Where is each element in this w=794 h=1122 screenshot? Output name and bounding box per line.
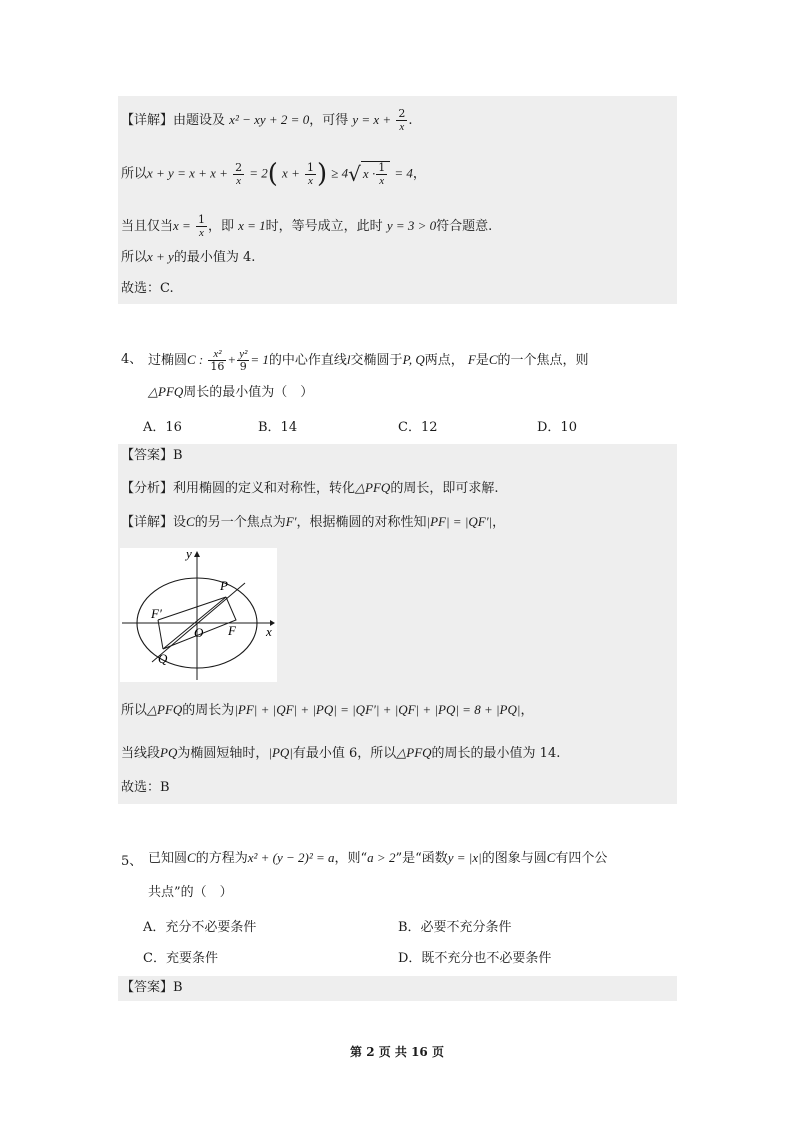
- option-d: D．10: [537, 420, 577, 435]
- perimeter-line: [121, 702, 533, 719]
- denominator: x: [399, 121, 405, 133]
- answer-5: 【答案】B: [121, 980, 183, 995]
- detail-line-3: [121, 214, 492, 239]
- option-5b: B．必要不充分条件: [398, 920, 512, 935]
- text: 的最小值为 4.: [173, 250, 256, 265]
- text: ，: [412, 166, 426, 182]
- detail-tag: 【详解】: [121, 515, 174, 530]
- option-5a: A．充分不必要条件: [143, 920, 257, 935]
- equation: y = x +: [352, 112, 392, 127]
- text: 周长的最小值为（ ）: [183, 385, 314, 400]
- choose-line-3: [121, 281, 174, 297]
- label-y: y: [186, 548, 192, 561]
- question-4-stem-2: [148, 384, 313, 401]
- denominator: x: [379, 175, 385, 187]
- option-a: A．16: [143, 420, 182, 435]
- text: 设: [173, 515, 187, 530]
- equation: l: [346, 352, 351, 367]
- text: 所以: [121, 703, 148, 718]
- equation: ≥ 4: [331, 165, 349, 181]
- numerator: 2: [235, 160, 243, 174]
- y-axis-arrow: [194, 551, 200, 557]
- sqrt-body: [361, 161, 390, 187]
- minimum-line: [121, 745, 560, 762]
- denominator: x: [199, 227, 204, 239]
- answer-4: 【答案】B: [121, 448, 183, 463]
- label-o: O: [194, 625, 204, 640]
- text: ，即: [207, 219, 234, 234]
- equation: y = 3 > 0: [386, 218, 437, 233]
- text: 由题设及: [173, 113, 226, 128]
- option-5c: C．充要条件: [143, 951, 218, 966]
- equation: |PF| + |QF| + |PQ| = |QF′| + |QF| + |PQ| = 8 + |PQ|: [234, 702, 521, 717]
- text: 当线段: [121, 746, 161, 761]
- equation: C: [546, 850, 556, 865]
- equation: y = |x|: [447, 850, 482, 865]
- numerator: 1: [306, 160, 314, 174]
- equation: x ·: [362, 166, 376, 181]
- text: .: [408, 113, 413, 128]
- fraction: [233, 162, 244, 187]
- numerator: 2: [398, 107, 406, 120]
- equation: F: [467, 352, 476, 367]
- equation: C :: [187, 352, 204, 367]
- equation: x + y = x + x +: [147, 165, 228, 181]
- sqrt: √ x · $\frac{1}{x}$: [348, 161, 390, 187]
- question-5-stem-2: 共点”的（ ）: [148, 885, 233, 900]
- equation: △PFQ: [148, 384, 184, 399]
- ellipse-diagram: [120, 548, 277, 682]
- denominator: 9: [239, 360, 247, 373]
- label-f-prime: F′: [151, 606, 162, 621]
- text: 的图象与圆: [481, 851, 547, 866]
- equation: △PFQ: [396, 745, 432, 760]
- text: 时，等号成立，此时: [265, 219, 383, 234]
- equation: x + y: [147, 249, 174, 264]
- denominator: x: [308, 174, 313, 187]
- fraction: [196, 214, 207, 239]
- equation: +: [227, 352, 237, 367]
- text: 两点，: [424, 353, 464, 368]
- equation: x² − xy + 2 = 0: [229, 112, 310, 127]
- equation: |PQ|: [268, 745, 293, 760]
- fraction: [396, 108, 407, 133]
- option-5d: D．既不充分也不必要条件: [398, 951, 552, 966]
- text: 的周长为: [182, 703, 235, 718]
- detail-line-2: [121, 161, 426, 187]
- equation: |PF| = |QF′|: [426, 514, 493, 529]
- label-x: x: [266, 624, 272, 639]
- equation: = 4: [394, 165, 413, 181]
- choose-text: 故选：C.: [121, 281, 174, 296]
- detail-line-1: [121, 108, 412, 133]
- analysis-tag: 【分析】: [121, 481, 174, 496]
- equation: P, Q: [402, 352, 425, 367]
- equation: = 1: [250, 352, 269, 367]
- option-c: C．12: [398, 420, 438, 435]
- text: 的另一个焦点为: [194, 515, 286, 530]
- ellipse-figure: [120, 548, 277, 682]
- question-4-stem-1: [148, 348, 589, 373]
- label-p: P: [220, 578, 228, 593]
- choose-4: 故选：B: [121, 780, 170, 795]
- equation: C: [187, 850, 196, 865]
- numerator: 1: [197, 213, 205, 226]
- text: 是: [475, 353, 489, 368]
- text: 的周长，即可求解.: [390, 481, 499, 496]
- question-5-number: 5、: [121, 854, 143, 869]
- equation: = 2: [249, 165, 268, 181]
- text: 当且仅当: [121, 219, 174, 234]
- label-q: Q: [158, 651, 168, 666]
- question-4-number: 4、: [121, 352, 143, 367]
- equation: x =: [173, 218, 191, 233]
- text: ”是“函数: [395, 851, 448, 866]
- text: 的一个焦点，则: [497, 353, 589, 368]
- equation: F′: [285, 514, 297, 529]
- numerator: x²: [208, 348, 226, 361]
- text: 符合题意.: [436, 219, 493, 234]
- fraction: [208, 348, 226, 373]
- equation: x +: [282, 165, 300, 181]
- text: 为椭圆短轴时，: [177, 746, 269, 761]
- detail-4: [121, 514, 505, 531]
- text: 的周长的最小值为 14.: [431, 746, 561, 761]
- text: 的方程为: [195, 851, 248, 866]
- left-paren: (: [267, 159, 278, 189]
- text: 的中心作直线: [268, 353, 347, 368]
- right-paren: ): [316, 159, 328, 189]
- equation: △PFQ: [147, 702, 183, 717]
- detail-tag: 【详解】: [121, 113, 174, 128]
- text: 有四个公: [555, 851, 608, 866]
- equation: x² + (y − 2)² = a: [247, 850, 335, 865]
- text: 利用椭圆的定义和对称性，转化: [173, 481, 356, 496]
- text: 已知圆: [148, 851, 188, 866]
- numerator: y²: [239, 348, 248, 360]
- answer-block-5: [118, 976, 677, 1001]
- question-5-stem-1: [148, 850, 607, 867]
- denominator: 16: [210, 360, 225, 373]
- text: 有最小值 6，所以: [292, 746, 397, 761]
- analysis-4: [121, 480, 498, 497]
- equation: C: [186, 514, 195, 529]
- detail-line-4: [121, 249, 255, 266]
- text: ，则“: [334, 851, 368, 866]
- segment-f1p: [158, 597, 226, 620]
- text: ，可得: [309, 113, 349, 128]
- numerator: 1: [378, 161, 386, 174]
- equation: x = 1: [238, 218, 266, 233]
- text: ，根据椭圆的对称性知: [296, 515, 427, 530]
- equation: a > 2: [367, 850, 396, 865]
- text: ，: [520, 703, 534, 718]
- text: 交椭圆于: [350, 353, 403, 368]
- option-b: B．14: [258, 420, 298, 435]
- fraction: [237, 348, 249, 373]
- text: 所以: [121, 250, 148, 265]
- text: 所以: [121, 166, 148, 182]
- page-footer: 第 2 页 共 16 页: [350, 1045, 444, 1059]
- equation: PQ: [160, 745, 178, 760]
- fraction: [305, 162, 316, 187]
- segment-f1q: [158, 620, 163, 649]
- label-f: F: [228, 623, 236, 638]
- equation: C: [488, 352, 498, 367]
- text: ，: [492, 515, 506, 530]
- text: 过椭圆: [148, 353, 188, 368]
- denominator: x: [236, 174, 242, 187]
- equation: △PFQ: [355, 480, 391, 495]
- fraction: [376, 162, 387, 187]
